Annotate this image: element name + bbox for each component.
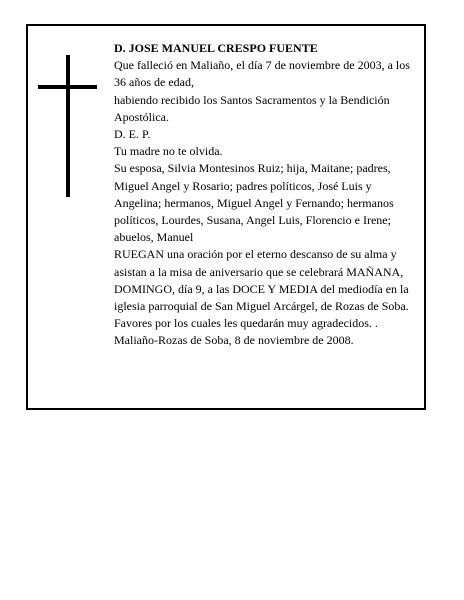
mass-announcement: RUEGAN una oración por el eterno descanso de su alma y asistan a la misa de aniversario que se celebrará MAÑANA, DOMINGO, día 9, a las DOCE Y MEDIA del mediodía en la iglesia parroquial de San Miguel Arcárgel, de Rozas de Soba. Favores por los cuales les quedarán muy agradecidos. .: [114, 247, 409, 331]
rip-line: D. E. P.: [114, 127, 151, 142]
death-details: Que falleció en Maliaño, el día 7 de noviembre de 2003, a los 36 años de edad,: [114, 58, 410, 90]
family-list: Su esposa, Silvia Montesinos Ruiz; hija, Maitane; padres, Miguel Angel y Rosario; padres políticos, José Luis y Angelina; hermanos, Miguel Angel y Fernando; hermanos políticos, Lourdes, Susana, Angel Luis, Florencio e Irene; abuelos, Manuel: [114, 161, 394, 245]
obituary-text: [114, 40, 418, 350]
sacraments-line: habiendo recibido los Santos Sacramentos y la Bendición Apostólica.: [114, 92, 390, 124]
cross-horizontal-bar: [38, 85, 97, 89]
place-and-date: Maliaño-Rozas de Soba, 8 de noviembre de 2008.: [114, 333, 354, 348]
cross-vertical-bar: [66, 55, 70, 197]
mother-line: Tu madre no te olvida.: [114, 144, 223, 159]
cross-icon: [38, 55, 97, 197]
deceased-name: D. JOSE MANUEL CRESPO FUENTE: [114, 41, 318, 55]
